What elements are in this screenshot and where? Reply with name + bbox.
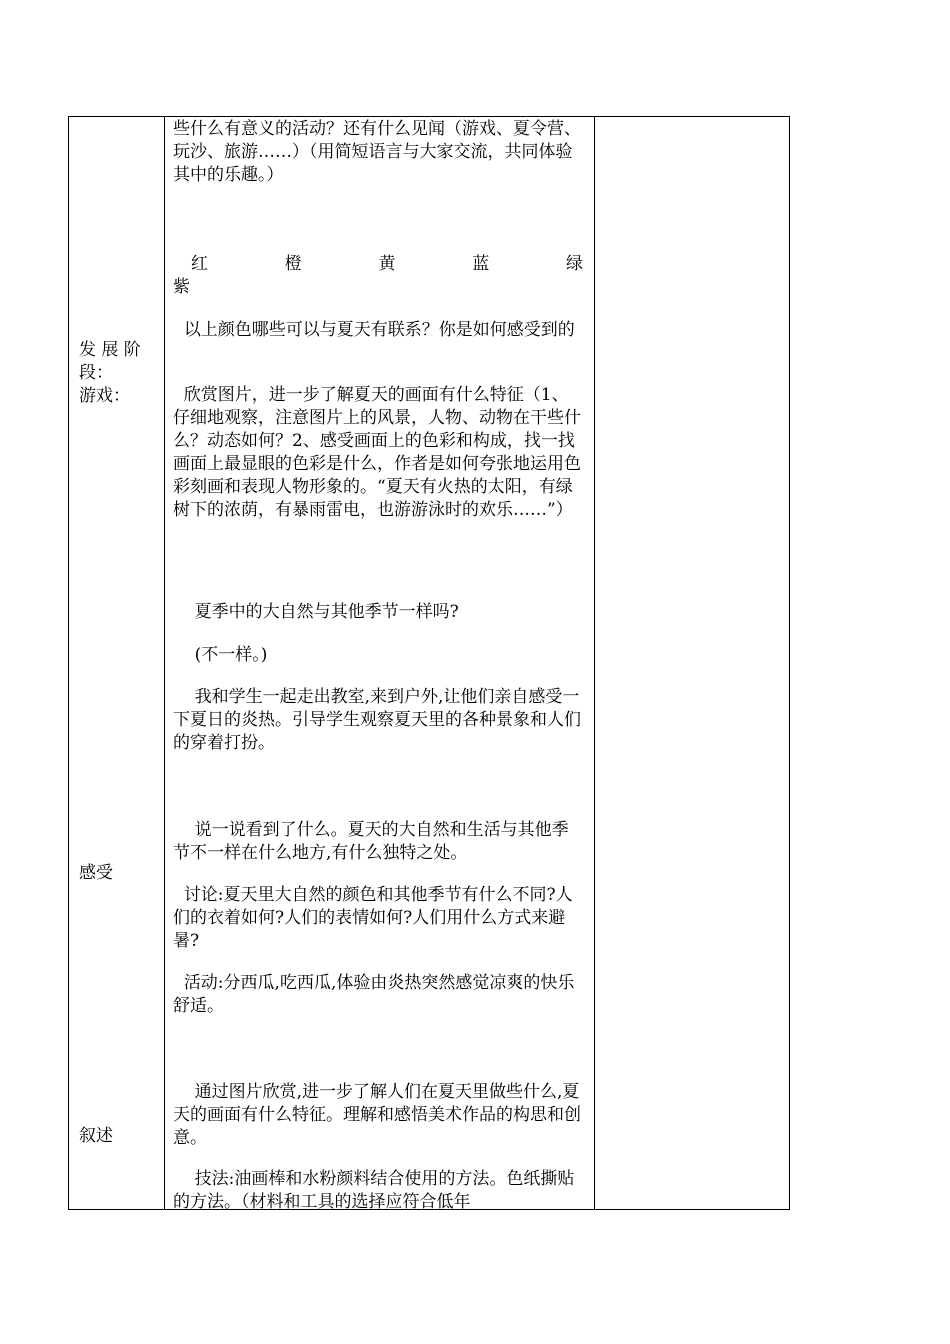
section-label-narrate: 叙述 bbox=[79, 1126, 113, 1146]
color-word: 蓝 bbox=[472, 254, 490, 274]
color-word: 紫 bbox=[173, 277, 190, 297]
color-word: 绿 bbox=[566, 254, 583, 274]
paragraph-colors-question: 以上颜色哪些可以与夏天有联系？你是如何感受到的 bbox=[173, 320, 575, 340]
column-divider bbox=[594, 117, 595, 1209]
paragraph-discussion: 讨论:夏天里大自然的颜色和其他季节有什么不同?人们的衣着如何?人们的表情如何?人们用什么方式来避暑? bbox=[173, 885, 573, 951]
paragraph-observe: 说一说看到了什么。夏天的大自然和生活与其他季节不一样在什么地方,有什么独特之处。 bbox=[173, 820, 569, 863]
column-divider bbox=[164, 117, 165, 1209]
paragraph-technique: 技法:油画棒和水粉颜料结合使用的方法。色纸撕贴的方法。（材料和工具的选择应符合低年 bbox=[173, 1169, 575, 1212]
color-word: 橙 bbox=[284, 254, 302, 274]
paragraph-pictures: 通过图片欣赏,进一步了解人们在夏天里做些什么,夏天的画面有什么特征。理解和感悟美术作品的构思和创意。 bbox=[173, 1082, 581, 1148]
section-label-feel: 感受 bbox=[79, 863, 113, 883]
paragraph-appreciate: 欣赏图片，进一步了解夏天的画面有什么特征（1、仔细地观察，注意图片上的风景，人物、动物在干些什么？动态如何？2、感受画面上的色彩和构成，找一找画面上最显眼的色彩是什么，作者是如何夸张地运用色彩刻画和表现人物形象的。“夏天有火热的太阳，有绿树下的浓荫，有暴雨雷电，也游游泳时的欢乐……”） bbox=[173, 385, 581, 520]
stage-label: 发 展 阶段： 游戏： bbox=[79, 340, 141, 406]
paragraph-activities: 些什么有意义的活动？还有什么见闻（游戏、夏令营、玩沙、旅游……）（用简短语言与大家交流，共同体验其中的乐趣。） bbox=[173, 119, 581, 185]
color-word: 黄 bbox=[378, 254, 396, 274]
paragraph-answer: (不一样。) bbox=[173, 645, 268, 665]
paragraph-question: 夏季中的大自然与其他季节一样吗? bbox=[173, 602, 459, 622]
lesson-table bbox=[68, 116, 790, 1210]
paragraph-activity: 活动:分西瓜,吃西瓜,体验由炎热突然感觉凉爽的快乐舒适。 bbox=[173, 973, 575, 1016]
color-list bbox=[173, 253, 583, 299]
paragraph-outdoor: 我和学生一起走出教室,来到户外,让他们亲自感受一下夏日的炎热。引导学生观察夏天里的各种景象和人们的穿着打扮。 bbox=[173, 687, 581, 753]
color-word: 红 bbox=[191, 254, 208, 274]
